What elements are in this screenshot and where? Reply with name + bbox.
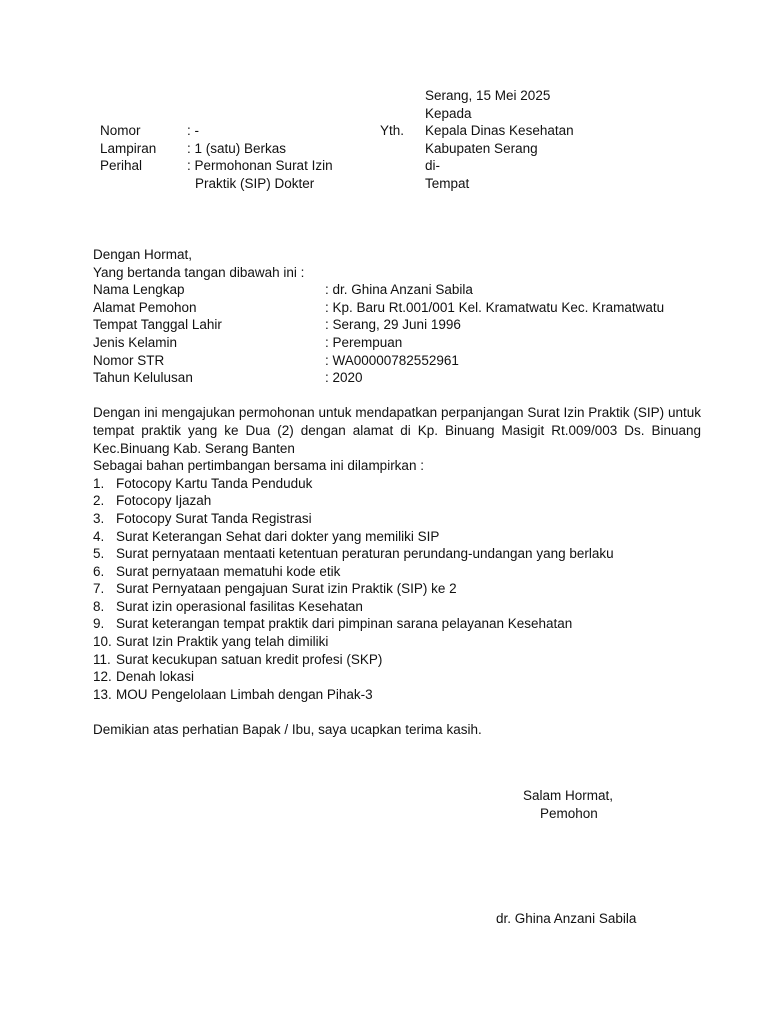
yth-label: Yth. [380,123,405,138]
field-value: : Perempuan [325,334,403,350]
field-value: : WA00000782552961 [325,352,459,368]
list-text: Surat pernyataan mentaati ketentuan peraturan perundang-undangan yang berlaku [116,546,614,562]
date-line: Serang, 15 Mei 2025 [425,88,551,103]
closing-paragraph: Demikian atas perhatian Bapak / Ibu, saya ucapkan terima kasih. [93,722,482,738]
meta-value: : Permohonan Surat Izin [187,158,333,174]
list-item [93,528,701,546]
list-item [93,598,701,616]
recipient-line: Kepada [425,105,472,121]
applicant-details [93,281,701,387]
field-value: : Kp. Baru Rt.001/001 Kel. Kramatwatu Kec. Kramatwatu [325,299,665,315]
attachments-list [93,475,701,704]
field-nama [93,281,701,299]
list-text: Fotocopy Kartu Tanda Penduduk [116,475,313,491]
meta-label: Nomor [100,123,141,138]
recipient-line: Kepala Dinas Kesehatan [425,123,574,139]
list-number: 12. [93,669,112,685]
list-text: Surat pernyataan mematuhi kode etik [116,563,341,579]
meta-row-perihal [100,157,333,175]
request-paragraph: Dengan ini mengajukan permohonan untuk mendapatkan perpanjangan Surat Izin Praktik (SIP) untuk tempat praktik yang ke Dua (2) dengan alamat di Kp. Binuang Masigit Rt.009/003 Ds. Binuang Kec.Binuang Kab. Serang Banten [93,405,701,456]
recipient-block [425,105,574,193]
list-number: 2. [93,493,105,509]
field-tahun-kelulusan [93,369,701,387]
list-number: 8. [93,598,105,614]
meta-label: Perihal [100,158,143,174]
list-number: 4. [93,528,105,544]
meta-value: : - [187,123,199,138]
field-label: Jenis Kelamin [93,334,178,350]
list-item [93,651,701,669]
list-item [93,615,701,633]
list-text: Surat izin operasional fasilitas Kesehatan [116,598,363,614]
list-number: 5. [93,546,105,562]
perihal-continuation: Praktik (SIP) Dokter [195,175,315,191]
field-label: Tempat Tanggal Lahir [93,317,222,333]
letter-body [93,246,701,739]
field-label: Nomor STR [93,352,165,368]
list-number: 1. [93,475,105,491]
greeting: Dengan Hormat, [93,247,193,262]
list-item [93,545,701,563]
list-text: Denah lokasi [116,669,195,685]
meta-row-nomor [100,122,199,140]
intro-line: Yang bertanda tangan dibawah ini : [93,264,305,280]
list-item [93,510,701,528]
list-number: 13. [93,686,112,702]
pemohon-label: Pemohon [540,805,598,821]
field-value: : 2020 [325,370,363,386]
list-item [93,492,701,510]
list-text: Surat Pernyataan pengajuan Surat izin Praktik (SIP) ke 2 [116,581,457,597]
list-text: Surat kecukupan satuan kredit profesi (SKP) [116,651,383,667]
meta-row-lampiran [100,140,286,158]
list-text: Surat Izin Praktik yang telah dimiliki [116,634,329,650]
list-text: Surat keterangan tempat praktik dari pimpinan sarana pelayanan Kesehatan [116,616,573,632]
list-text: MOU Pengelolaan Limbah dengan Pihak-3 [116,686,373,702]
field-label: Nama Lengkap [93,282,185,298]
recipient-line: di- [425,158,441,174]
list-item [93,580,701,598]
field-value: : dr. Ghina Anzani Sabila [325,282,473,298]
list-number: 9. [93,616,105,632]
list-number: 7. [93,581,105,597]
recipient-line: Kabupaten Serang [425,140,538,156]
attachments-intro: Sebagai bahan pertimbangan bersama ini dilampirkan : [93,458,424,474]
salam-hormat: Salam Hormat, [523,788,614,803]
signatory-name: dr. Ghina Anzani Sabila [496,911,637,926]
list-item [93,563,701,581]
list-number: 6. [93,563,105,579]
field-label: Alamat Pemohon [93,299,197,315]
meta-label: Lampiran [100,140,157,156]
field-value: : Serang, 29 Juni 1996 [325,317,461,333]
list-item [93,668,701,686]
list-item [93,633,701,651]
list-number: 10. [93,634,112,650]
field-alamat [93,299,701,317]
list-text: Fotocopy Ijazah [116,493,212,509]
field-nomor-str [93,352,701,370]
field-jenis-kelamin [93,334,701,352]
list-text: Fotocopy Surat Tanda Registrasi [116,510,312,526]
list-number: 11. [93,651,111,667]
list-item [93,475,701,493]
list-number: 3. [93,510,105,526]
list-item [93,686,701,704]
recipient-line: Tempat [425,175,470,191]
field-ttl [93,316,701,334]
field-label: Tahun Kelulusan [93,370,193,386]
meta-value: : 1 (satu) Berkas [187,140,287,156]
list-text: Surat Keterangan Sehat dari dokter yang memiliki SIP [116,528,440,544]
